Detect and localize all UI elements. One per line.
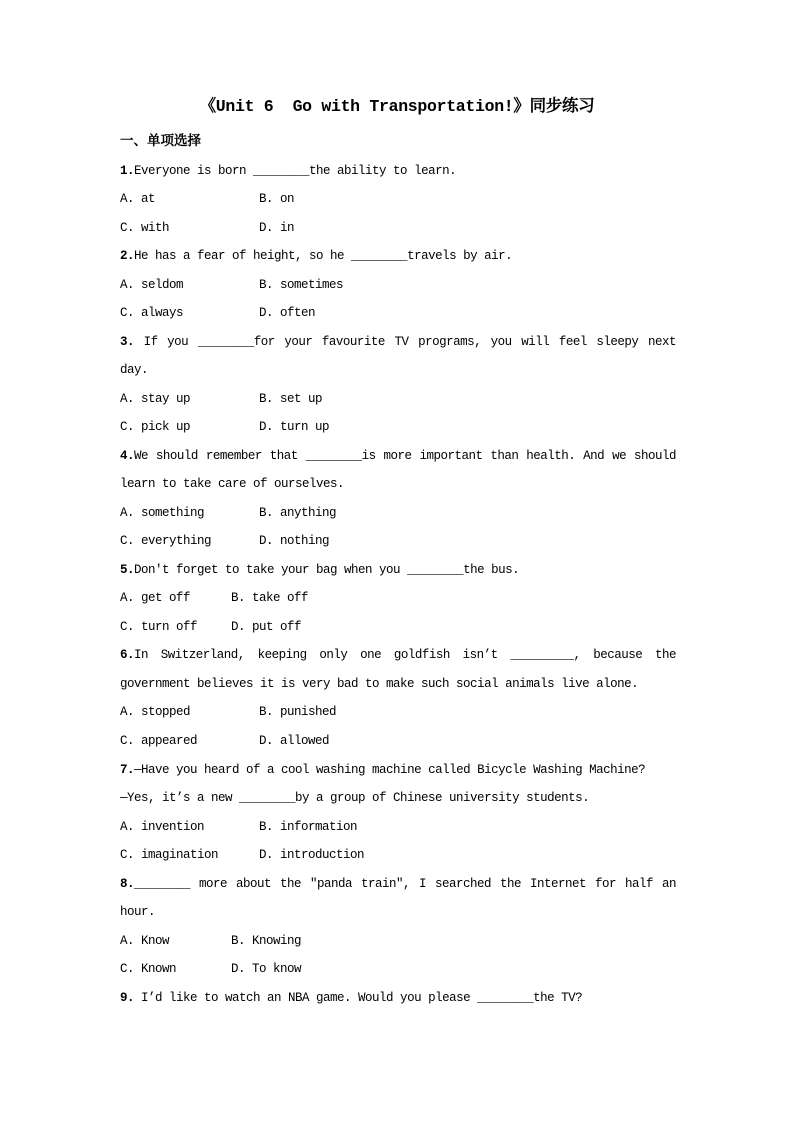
question-stem-line (120, 356, 676, 385)
question-number: 9. (120, 990, 135, 1005)
option-c: C. pick up (120, 420, 191, 435)
question-stem-line (120, 157, 676, 186)
question-number: 3. (120, 334, 135, 349)
question-4 (120, 442, 676, 556)
question-stem: He has a fear of height, so he ________travels by air. (134, 249, 513, 264)
options-row (120, 727, 676, 756)
options-row (120, 927, 676, 956)
option-c: C. appeared (120, 734, 198, 748)
question-stem-line (120, 470, 676, 499)
question-1 (120, 157, 676, 243)
option-b: B. anything (259, 505, 337, 520)
option-b: B. Knowing (231, 933, 302, 948)
option-d: D. turn up (259, 420, 330, 435)
question-stem-line (120, 328, 676, 357)
question-5 (120, 556, 676, 642)
option-a: A. at (120, 192, 156, 207)
question-stem: ________ more about the "panda train", I searched the Internet for half an (134, 876, 676, 891)
question-stem-continued: government believes it is very bad to make such social animals live alone. (120, 676, 639, 691)
question-2 (120, 242, 676, 328)
options-row (120, 214, 676, 243)
question-stem: Don't forget to take your bag when you ________the bus. (134, 562, 520, 577)
options-row (120, 584, 676, 613)
option-c: C. always (120, 306, 184, 321)
question-stem-line (120, 870, 676, 899)
options-row (120, 955, 676, 984)
option-a: A. invention (120, 819, 205, 834)
question-stem: If you ________for your favourite TV programs, you will feel sleepy next (134, 334, 676, 349)
question-stem-line (120, 784, 676, 813)
question-7 (120, 756, 676, 870)
options-row (120, 185, 676, 214)
option-d: D. introduction (259, 848, 365, 863)
option-b: B. set up (259, 391, 323, 406)
section-heading: 一、单项选择 (120, 133, 201, 149)
question-stem: In Switzerland, keeping only one goldfish isn’t _________, because the (134, 648, 676, 663)
options-row (120, 299, 676, 328)
question-stem: —Have you heard of a cool washing machine called Bicycle Washing Machine? (134, 762, 646, 777)
page-title: 《Unit 6 Go with Transportation!》同步练习 (199, 97, 595, 116)
options-row (120, 385, 676, 414)
question-stem-line (120, 641, 676, 670)
question-stem-line (120, 442, 676, 471)
option-b: B. on (259, 192, 295, 207)
option-d: D. put off (231, 619, 302, 634)
question-number: 5. (120, 562, 135, 577)
question-number: 8. (120, 876, 135, 891)
question-stem-line (120, 898, 676, 927)
option-a: A. stopped (120, 705, 191, 720)
options-row (120, 527, 676, 556)
question-number: 7. (120, 762, 135, 777)
option-a: A. Know (120, 933, 170, 948)
question-stem-line (120, 242, 676, 271)
question-stem-continued: learn to take care of ourselves. (120, 477, 345, 492)
option-a: A. get off (120, 591, 191, 606)
options-row (120, 271, 676, 300)
option-b: B. sometimes (259, 277, 344, 292)
options-row (120, 499, 676, 528)
question-stem: I’d like to watch an NBA game. Would you please ________the TV? (134, 990, 583, 1005)
option-a: A. stay up (120, 391, 191, 406)
question-stem-line (120, 756, 676, 785)
options-row (120, 413, 676, 442)
option-c: C. with (120, 220, 170, 235)
question-stem-line (120, 556, 676, 585)
question-number: 4. (120, 448, 135, 463)
question-8 (120, 870, 676, 984)
question-stem-continued: —Yes, it’s a new ________by a group of Chinese university students. (120, 791, 590, 806)
question-9 (120, 984, 676, 1013)
question-stem-continued: hour. (120, 905, 156, 920)
option-d: D. allowed (259, 734, 330, 748)
option-c: C. imagination (120, 848, 219, 863)
option-d: D. in (259, 220, 295, 235)
option-d: D. often (259, 306, 316, 321)
question-6 (120, 641, 676, 755)
question-number: 6. (120, 648, 135, 663)
option-b: B. information (259, 819, 358, 834)
option-c: C. everything (120, 534, 212, 549)
option-d: D. To know (231, 962, 302, 977)
question-3 (120, 328, 676, 442)
options-row (120, 813, 676, 842)
options-row (120, 613, 676, 642)
option-a: A. seldom (120, 277, 184, 292)
question-number: 2. (120, 249, 135, 264)
question-stem-continued: day. (120, 363, 149, 378)
options-row (120, 698, 676, 727)
question-number: 1. (120, 163, 135, 178)
option-a: A. something (120, 505, 205, 520)
option-c: C. turn off (120, 619, 198, 634)
question-stem: We should remember that ________is more important than health. And we should (134, 448, 676, 463)
option-d: D. nothing (259, 534, 330, 549)
option-c: C. Known (120, 962, 177, 977)
option-b: B. take off (231, 591, 309, 606)
option-b: B. punished (259, 705, 337, 720)
options-row (120, 841, 676, 870)
question-stem-line (120, 670, 676, 699)
question-list (120, 157, 676, 1012)
question-stem-line (120, 984, 676, 1013)
question-stem: Everyone is born ________the ability to learn. (134, 163, 457, 178)
